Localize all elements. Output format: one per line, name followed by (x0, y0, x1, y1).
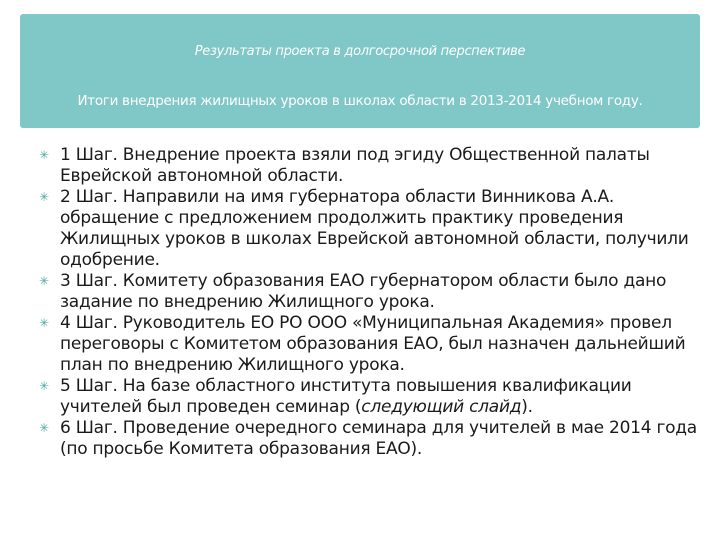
step-text: 2 Шаг. Направили на имя губернатора области Винникова А.А. обращение с предложением продолжить практику проведения Жилищных уроков в школах Еврейской автономной области, получили одобрение. (60, 187, 689, 270)
asterisk-bullet-icon: ✳ (39, 274, 49, 288)
step-text: 6 Шаг. Проведение очередного семинара для учителей в мае 2014 года (по просьбе Комитета образования ЕАО). (60, 418, 697, 459)
step-text: 1 Шаг. Внедрение проекта взяли под эгиду Общественной палаты Еврейской автономной области. (60, 145, 650, 186)
asterisk-bullet-icon: ✳ (39, 148, 49, 162)
step-text: 3 Шаг. Комитету образования ЕАО губернатором области было дано задание по внедрению Жилищного урока. (60, 271, 667, 312)
slide-subtitle: Результаты проекта в долгосрочной перспективе (194, 44, 526, 59)
step-item (38, 313, 703, 376)
step-item (38, 376, 703, 418)
step-text: 4 Шаг. Руководитель ЕО РО ООО «Муниципальная Академия» провел переговоры с Комитетом образования ЕАО, был назначен дальнейший план по внедрению Жилищного урока. (60, 313, 686, 375)
asterisk-bullet-icon: ✳ (39, 379, 49, 393)
step-item (38, 145, 703, 187)
step-item (38, 418, 703, 460)
step-text-start: 5 Шаг. На базе областного института повышения квалификации учителей был проведен семинар ( (60, 376, 632, 417)
step-item (38, 271, 703, 313)
header-banner (20, 14, 700, 128)
asterisk-bullet-icon: ✳ (39, 316, 49, 330)
step-text-emphasis: следующий слайд (361, 397, 522, 417)
asterisk-bullet-icon: ✳ (39, 190, 49, 204)
asterisk-bullet-icon: ✳ (39, 421, 49, 435)
slide-title: Итоги внедрения жилищных уроков в школах области в 2013-2014 учебном году. (77, 93, 643, 109)
step-text-end: ). (521, 397, 533, 417)
steps-list (38, 145, 703, 460)
step-item (38, 187, 703, 271)
